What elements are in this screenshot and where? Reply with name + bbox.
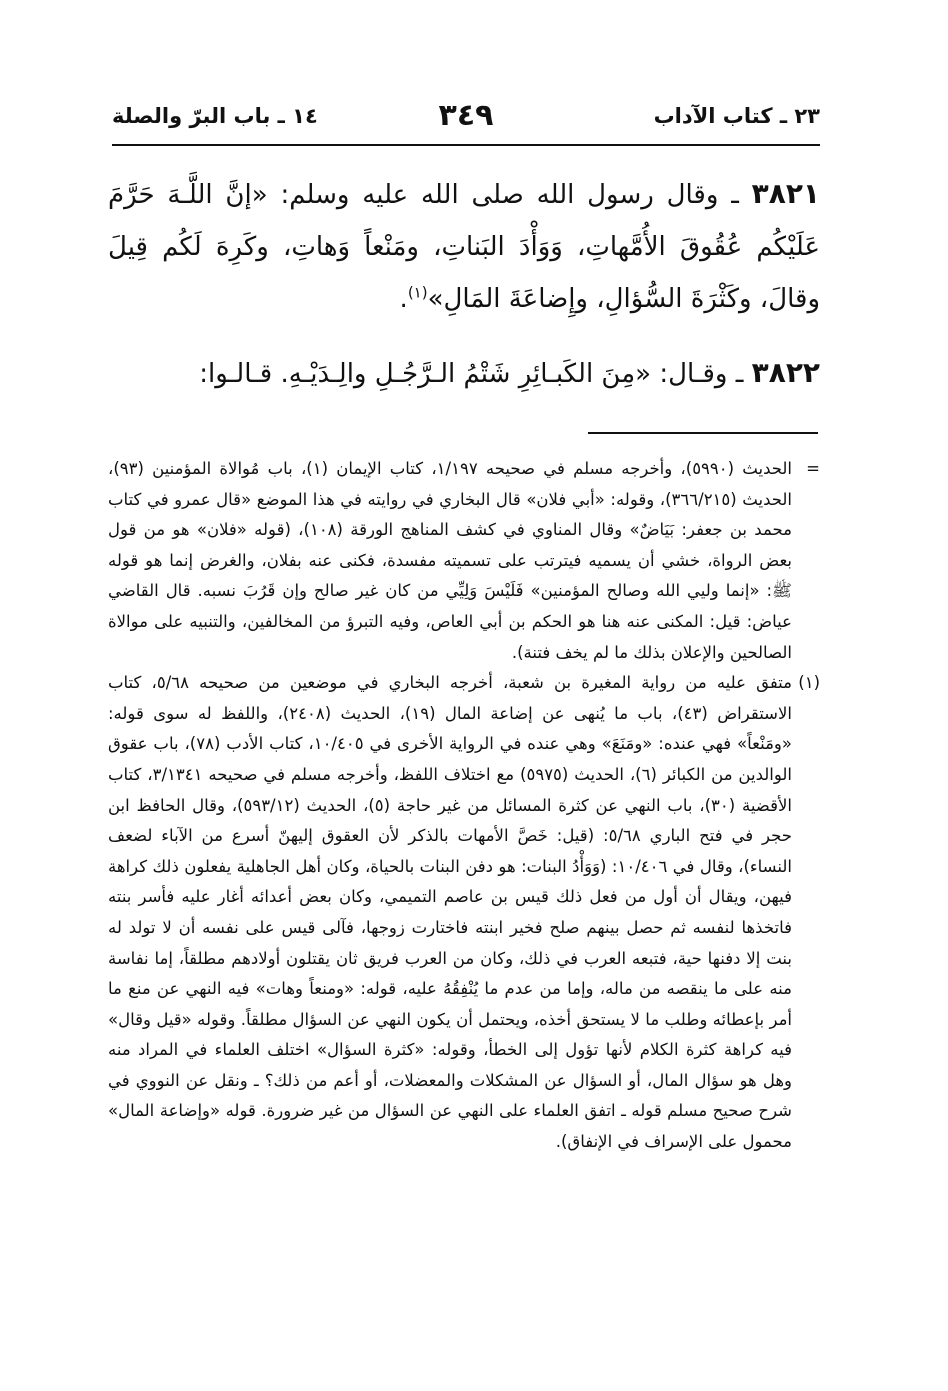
hadith-number: ٣٨٢١ (751, 177, 821, 210)
main-text (108, 168, 820, 422)
section-title: ١٤ ـ باب البرّ والصلة (112, 104, 318, 128)
page-number: ٣٤٩ (438, 98, 494, 133)
hadith-text: ـ وقـال: «مِنَ الكَبـائِرِ شَتْمُ الـرَّجُـلِ والِـدَيْـهِ. قـالـوا: (199, 359, 744, 389)
page-header (112, 98, 820, 146)
hadith-3822 (108, 347, 820, 400)
footnote-1 (108, 668, 820, 1158)
footnote-text: متفق عليه من رواية المغيرة بن شعبة، أخرجه البخاري في موضعين من صحيحه ٥/٦٨، كتاب الاستقراض (٤٣)، باب ما يُنهى عن إضاعة المال (١٩)، الحديث (٢٤٠٨)، واللفظ له سوى قوله: «ومَنْعاً» فهي عنده: «ومَنَعَ» وهي عنده في الرواية الأخرى في ١٠/٤٠٥، كتاب الأدب (٧٨)، باب عقوق الوالدين من الكبائر (٦)، الحديث (٥٩٧٥) مع اختلاف اللفظ، وأخرجه مسلم في صحيحه ٣/١٣٤١، كتاب الأقضية (٣٠)، باب النهي عن كثرة المسائل من غير حاجة (٥)، الحديث (٥٩٣/١٢)، وقال الحافظ ابن حجر في فتح الباري ٥/٦٨: (قيل: خَصَّ الأمهات بالذكر لأن العقوق إليهنّ أسرع من الآباء لضعف النساء)، وقال في ١٠/٤٠٦: (وَوَأْدُ البنات: هو دفن البنات بالحياة، وكان أهل الجاهلية يفعلون ذلك كراهة فيهن، ويقال أن أول من فعل ذلك قيس بن عاصم التميمي، وكان بعض أعدائه أغار عليه فأسر بنته فاتخذها لنفسه ثم حصل بينهم صلح فخير ابنته فاختارت زوجها، فآلى قيس على نفسه أن لا تولد له بنت إلا دفنها حية، فتبعه العرب في ذلك، وكان من العرب فريق ثان يقتلون أولادهم مطلقاً، إما نفاسة منه على ما ينقصه من ماله، وإما من عدم ما يُنْفِقُهُ عليه، قوله: «ومنعاً وهات» فيه النهي عن منع ما أمر بإعطائه وطلب ما لا يستحق أخذه، ويحتمل أن يكون النهي عن السؤال مطلقاً. وقوله «قيل وقال» فيه كراهة كثرة الكلام لأنها تؤول إلى الخطأ، وقوله: «كثرة السؤال» اختلف العلماء في المراد منه وهل هو سؤال المال، أو السؤال عن المشكلات والمعضلات، أو أعم من ذلك؟ ـ ونقل عن النووي في شرح صحيح مسلم قوله ـ اتفق العلماء على النهي عن السؤال من غير ضرورة. قوله «وإضاعة المال» محمول على الإسراف في الإنفاق). (108, 673, 793, 1152)
footnotes (108, 454, 820, 1158)
footnote-text: الحديث (٥٩٩٠)، وأخرجه مسلم في صحيحه ١/١٩٧، كتاب الإيمان (١)، باب مُوالاة المؤمنين (٩٣)، الحديث (٣٦٦/٢١٥)، وقوله: «أبي فلان» قال البخاري في روايته في هذا الموضع «قال عمرو في كتاب محمد بن جعفر: بَيَاضٌ» وقال المناوي في كشف المناهج الورقة (١٠٨)، (قوله «فلان» هو من قول بعض الرواة، خشي أن يسميه فيترتب على تسميته مفسدة، فكنى عنه بفلان، والغرض إنما هو قوله ﷺ: «إنما وليي الله وصالح المؤمنين» فَلَيْسَ وَلِيِّي من كان غير صالح وإن قَرُبَ نسبه. قال القاضي عياض: قيل: المكنى عنه هنا هو الحكم بن أبي العاص، وفيه التبرؤ من المخالفين، والتنبيه على موالاة الصالحين والإعلان بذلك ما لم يخف فتنة). (108, 459, 793, 662)
footnote-mark: = (806, 459, 820, 478)
footnote-reference[interactable]: (١) (407, 283, 428, 302)
hadith-number: ٣٨٢٢ (751, 356, 820, 389)
footnote-mark: (١) (798, 673, 820, 693)
hadith-end: . (399, 284, 408, 314)
footnote-continuation (108, 454, 820, 668)
hadith-3821 (108, 168, 820, 325)
hadith-text: ـ وقال رسول الله صلى الله عليه وسلم: «إنَّ اللَّـهَ حَرَّمَ عَلَيْكُم عُقُوقَ الأُمَّهاتِ، وَوَأْدَ البَناتِ، ومَنْعاً وَهاتِ، وكَرِهَ لَكُم قِيلَ وقالَ، وكَثْرَةَ السُّؤالِ، وإِضاعَةَ المَالِ» (108, 180, 820, 314)
footnote-separator (588, 432, 818, 434)
chapter-title: ٢٣ ـ كتاب الآداب (653, 104, 820, 128)
